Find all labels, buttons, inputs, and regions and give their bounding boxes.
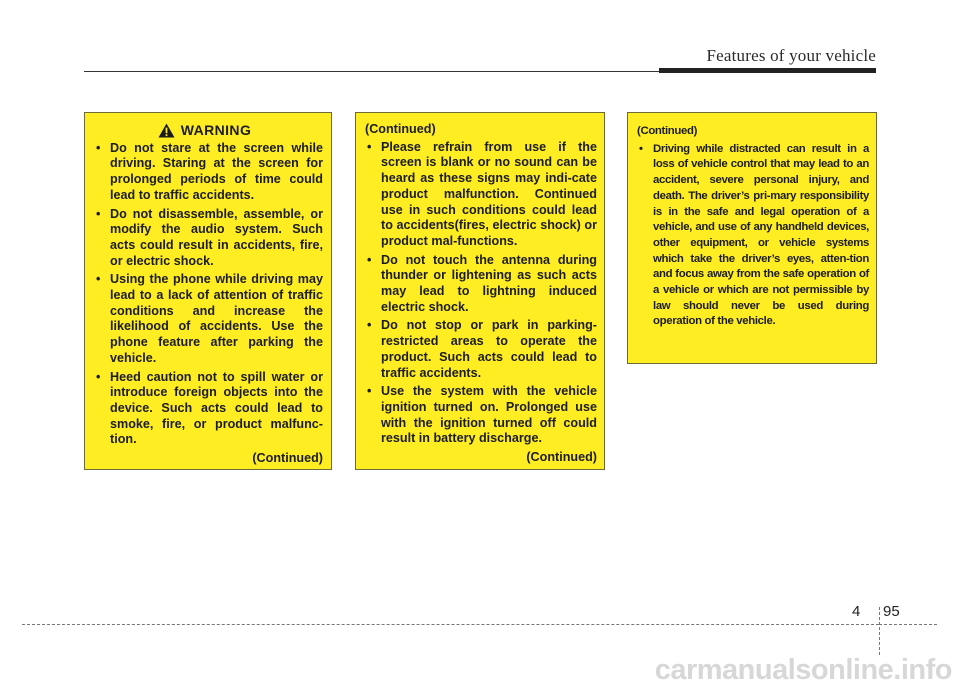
footer-rule-right [879, 624, 937, 625]
continued-heading: (Continued) [365, 122, 436, 136]
list-item [365, 318, 597, 381]
warning-box-2 [355, 112, 605, 470]
continued-heading: (Continued) [637, 125, 698, 137]
watermark-text: carmanualsonline.info [654, 654, 952, 686]
page-number: 95 [883, 603, 900, 620]
bullet-icon: • [367, 384, 372, 399]
continued-label: (Continued) [526, 450, 597, 465]
bullet-icon: • [639, 142, 643, 155]
bullet-icon: • [367, 318, 372, 333]
warning-list-1 [94, 141, 323, 448]
list-item [94, 141, 323, 204]
warning-heading-label: WARNING [180, 122, 252, 138]
list-item-text: Do not touch the antenna during thunder or lightening as such acts may lead to lightning induced electric shock. [381, 252, 597, 314]
bullet-icon: • [367, 139, 372, 154]
list-item-text: Do not stare at the screen while driving. Staring at the screen for prolonged periods of time could lead to traffic accidents. [110, 140, 323, 202]
list-item [94, 207, 323, 270]
footer-divider [879, 607, 880, 655]
list-item [94, 272, 323, 366]
warning-box-3 [627, 112, 877, 364]
chapter-number: 4 [852, 603, 861, 620]
list-item-text: Driving while distracted can result in a loss of vehicle control that may lead to an accident, severe personal injury, and death. The driver’s pri-mary responsibility is in the safe and legal operation of a vehicle, and use of any handheld devices, other equipment, or vehicle systems which take the driver’s eyes, atten-tion and focus away from the safe operation of a vehicle or which are not permissible by law should never be used during operation of the vehicle. [653, 142, 869, 328]
bullet-icon: • [367, 252, 372, 267]
list-item-text: Do not disassemble, assemble, or modify the audio system. Such acts could result in accidents, fire, or electric shock. [110, 206, 323, 268]
bullet-icon: • [96, 140, 101, 155]
list-item [365, 140, 597, 250]
warning-list-2 [365, 140, 597, 447]
list-item-text: Do not stop or park in parking-restricted areas to operate the product. Such acts could lead to traffic accidents. [381, 318, 597, 380]
bullet-icon: • [96, 369, 101, 384]
list-item-text: Use the system with the vehicle ignition turned on. Prolonged use with the ignition turned off could result in battery discharge. [381, 384, 597, 446]
page-header-title: Features of your vehicle [706, 46, 876, 65]
bullet-icon: • [96, 206, 101, 221]
warning-list-3 [637, 142, 869, 330]
list-item-text: Please refrain from use if the screen is blank or no sound can be heard as these signs may indi-cate product malfunction. Continued use in such conditions could lead to accidents(fires, electric shock) or product mal-functions. [381, 139, 597, 248]
continued-label: (Continued) [252, 451, 323, 466]
warning-box-1 [84, 112, 332, 470]
list-item [637, 142, 869, 330]
list-item-text: Heed caution not to spill water or introduce foreign objects into the device. Such acts could lead to smoke, fire, or product malfunc-tion. [110, 369, 323, 447]
footer-rule [22, 624, 879, 625]
warning-heading [86, 123, 323, 139]
list-item-text: Using the phone while driving may lead to a lack of attention of traffic conditions and increase the likelihood of accidents. Use the phone feature after parking the vehicle. [110, 272, 323, 365]
header-rule-bold [659, 68, 876, 73]
list-item [365, 384, 597, 447]
list-item [365, 253, 597, 316]
list-item [94, 370, 323, 449]
header-rule [84, 71, 659, 72]
bullet-icon: • [96, 272, 101, 287]
warning-triangle-icon [158, 123, 175, 138]
